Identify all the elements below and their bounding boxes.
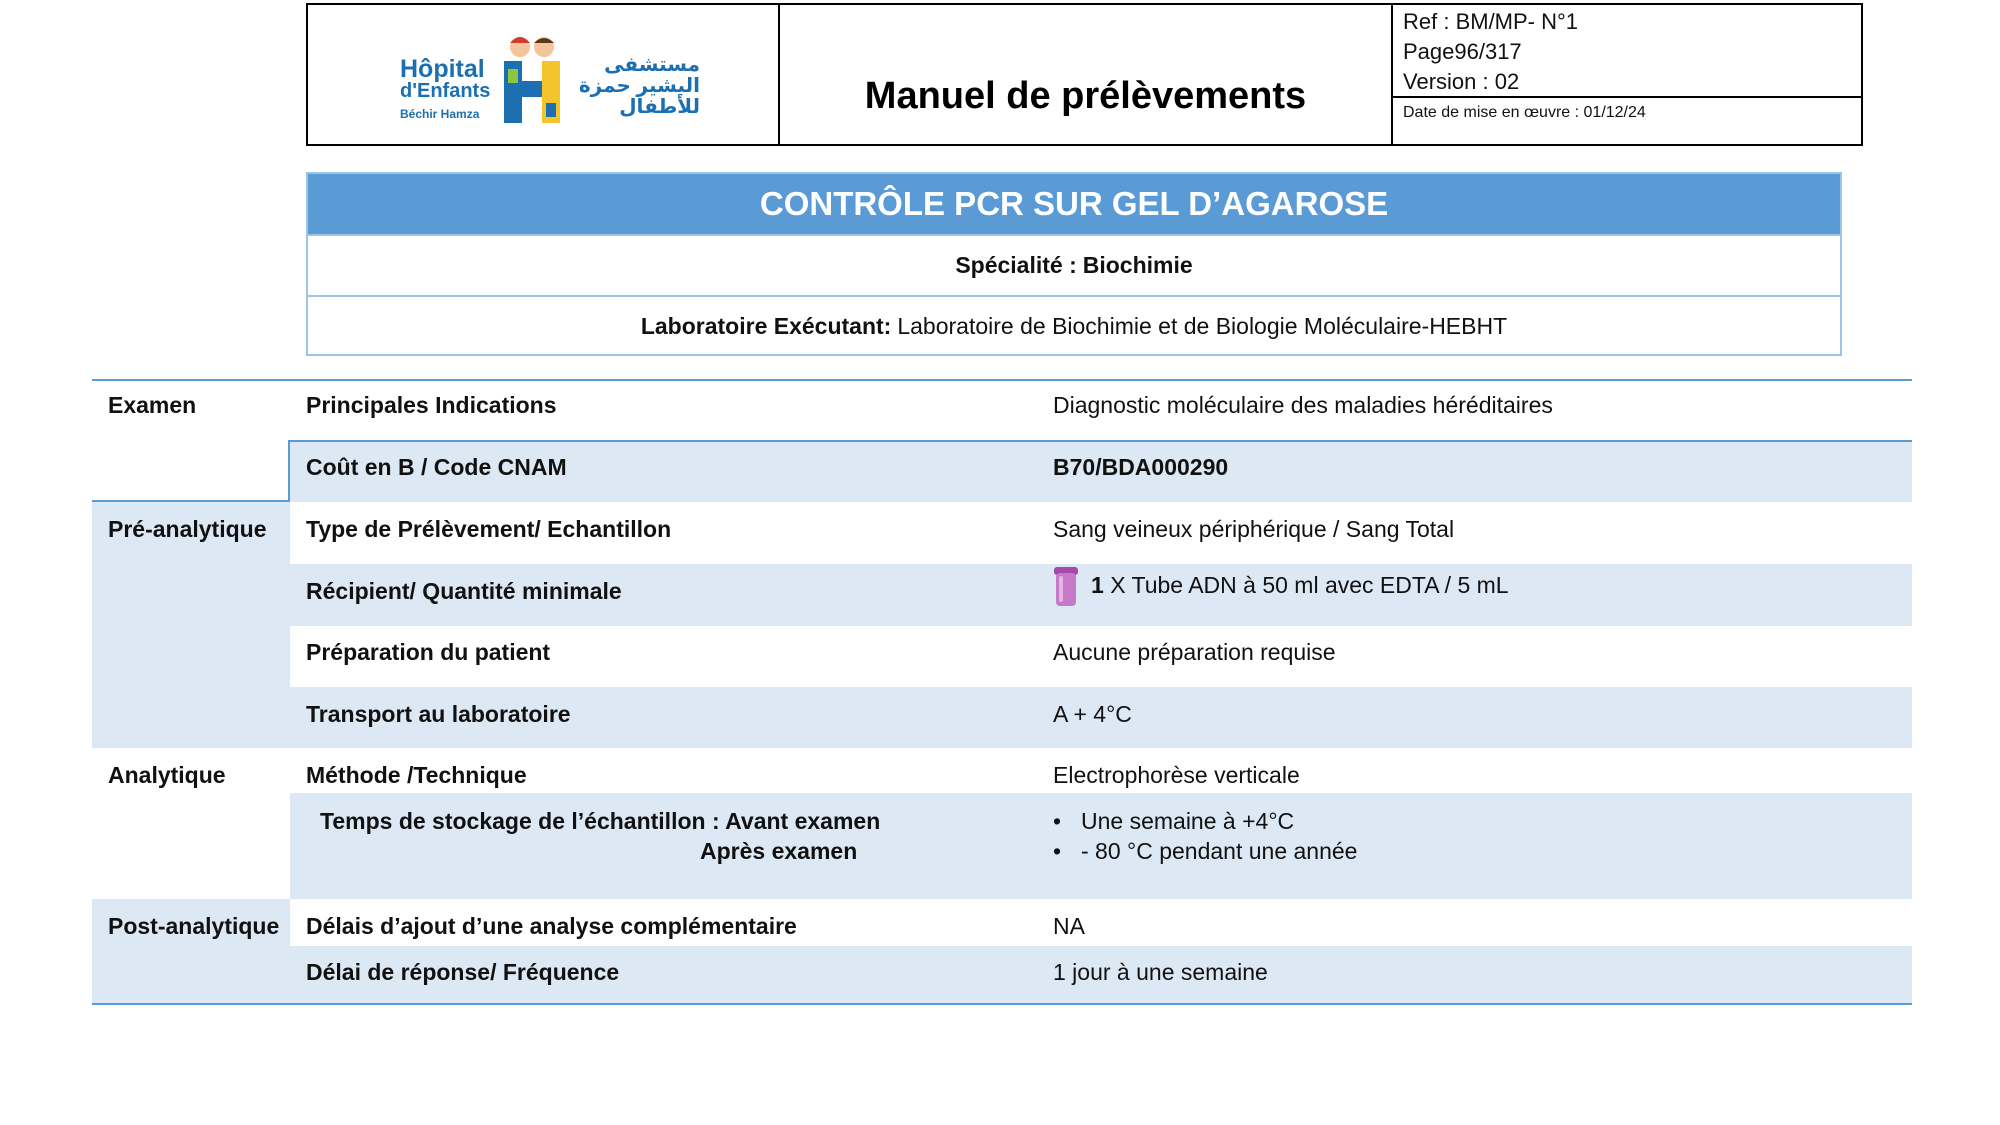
cout-value: B70/BDA000290 [1053, 454, 1229, 480]
analysis-title-band [306, 172, 1842, 356]
indications-label: Principales Indications [306, 392, 557, 418]
ref-text: Ref : BM/MP- N°1 [1403, 9, 1579, 34]
purple-blood-tube-icon [1053, 566, 1079, 608]
meta-ref-block [1393, 5, 1861, 98]
indications-value: Diagnostic moléculaire des maladies héréditaires [1053, 392, 1553, 418]
manual-title: Manuel de prélèvements [864, 75, 1307, 117]
delais-label: Délais d’ajout d’une analyse complémentaire [306, 913, 797, 939]
effective-date: Date de mise en œuvre : 01/12/24 [1403, 104, 1646, 121]
laboratoire-label: Laboratoire Exécutant: [640, 313, 892, 339]
laboratoire-value: Laboratoire de Biochimie et de Biologie Moléculaire-HEBHT [897, 313, 1508, 339]
children-h-logo-icon [500, 33, 566, 125]
section-pre-analytique: Pré-analytique [108, 516, 267, 542]
recipient-description: X Tube ADN à 50 ml avec EDTA / 5 mL [1110, 572, 1509, 599]
type-prelevement-value: Sang veineux périphérique / Sang Total [1053, 516, 1455, 542]
logo-cell [308, 5, 780, 144]
list-item: • - 80 °C pendant une année [1053, 836, 1357, 866]
transport-value: A + 4°C [1053, 701, 1132, 727]
preparation-value: Aucune préparation requise [1053, 639, 1336, 665]
table-top-border [92, 379, 1912, 381]
stockage-label: Temps de stockage de l’échantillon : Avant examen [320, 808, 881, 834]
list-item: • Une semaine à +4°C [1053, 806, 1357, 836]
specialite-label: Spécialité : [955, 252, 1077, 278]
stockage-values [1053, 806, 1357, 866]
manual-title-cell [780, 5, 1393, 144]
row-divider [288, 440, 290, 502]
page-number: Page96/317 [1403, 39, 1522, 64]
recipient-value [1053, 566, 1509, 608]
document-header [306, 3, 1863, 146]
row-divider [290, 440, 1912, 442]
preparation-label: Préparation du patient [306, 639, 551, 665]
cout-label: Coût en B / Code CNAM [306, 454, 567, 480]
document-meta [1393, 5, 1861, 144]
recipient-quantity: 1 [1091, 572, 1104, 599]
type-prelevement-label: Type de Prélèvement/ Echantillon [306, 516, 672, 542]
analysis-details-table [92, 379, 1912, 1005]
section-post-analytique: Post-analytique [108, 913, 280, 939]
version-text: Version : 02 [1403, 69, 1520, 94]
logo-french-text: Hôpital d'Enfants Béchir Hamza [400, 55, 491, 121]
section-examen: Examen [108, 392, 197, 418]
methode-label: Méthode /Technique [306, 762, 527, 788]
reponse-value: 1 jour à une semaine [1053, 959, 1268, 985]
methode-value: Electrophorèse verticale [1053, 762, 1300, 788]
table-bottom-border [92, 1003, 1912, 1005]
stockage-label-after: Après examen [700, 838, 858, 864]
section-analytique: Analytique [108, 762, 226, 788]
hospital-logo [400, 33, 700, 125]
reponse-label: Délai de réponse/ Fréquence [306, 959, 620, 985]
recipient-label: Récipient/ Quantité minimale [306, 578, 622, 604]
transport-label: Transport au laboratoire [306, 701, 571, 727]
specialite-row [308, 234, 1840, 295]
delais-value: NA [1053, 913, 1085, 939]
specialite-value: Biochimie [1082, 252, 1193, 278]
laboratoire-row [308, 295, 1840, 356]
logo-arabic-text: مستشفى البشير حمزة للأطفال [578, 54, 700, 118]
analysis-title: CONTRÔLE PCR SUR GEL D’AGAROSE [308, 174, 1840, 234]
